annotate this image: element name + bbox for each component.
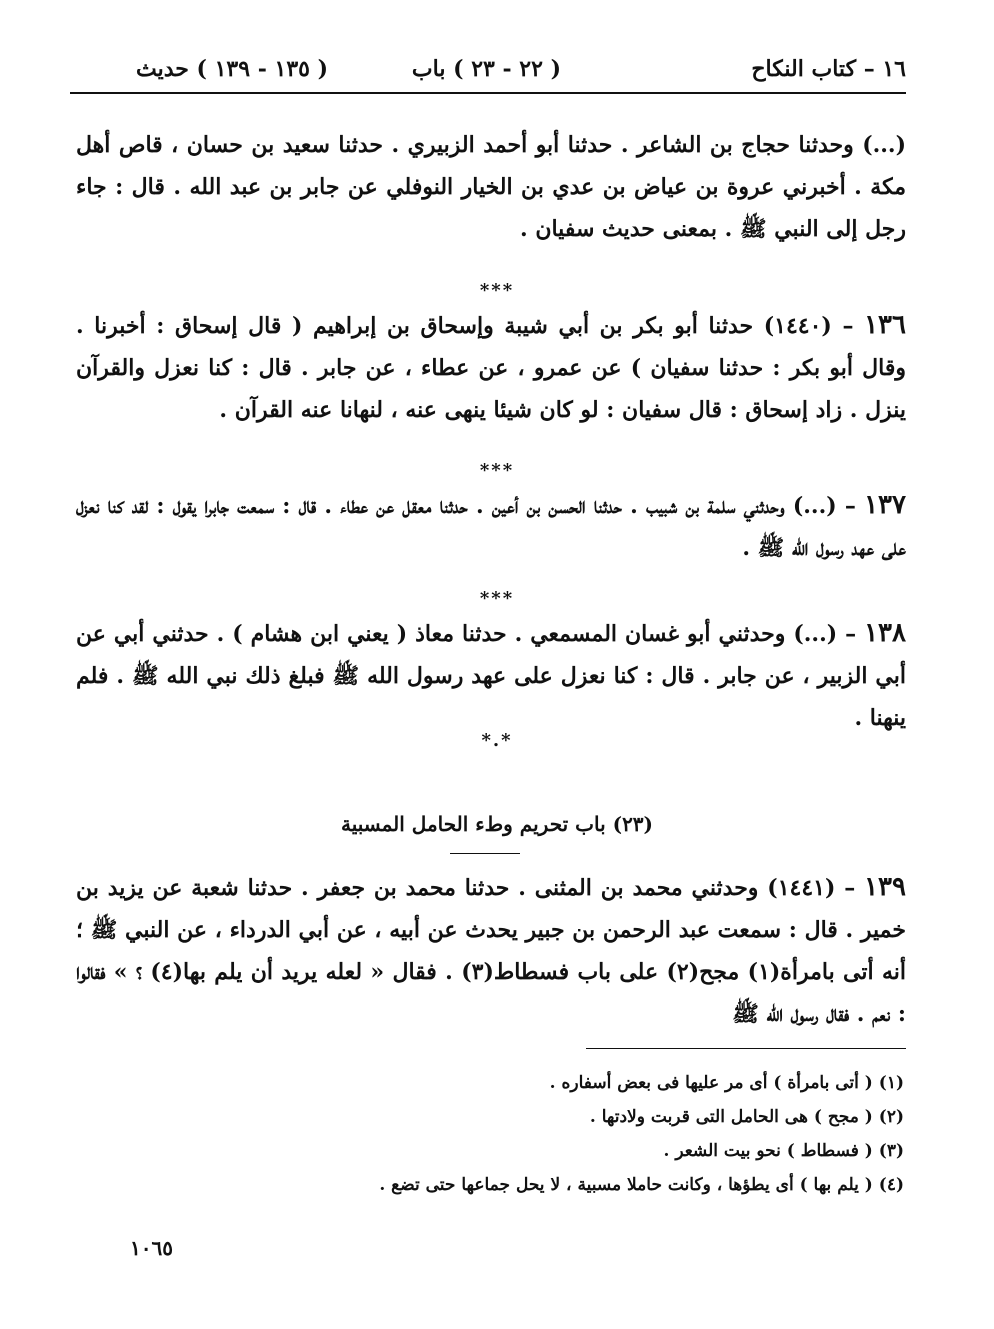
footnote-item: (٢) ( مجح ) هى الحامل التى قربت ولادتها . — [589, 1107, 904, 1127]
hadith-text: – (١٤٤٠) حدثنا أبو بكر بن أبي شيبة وإسحاق بن إبراهيم ( قال إسحاق : أخبرنا . وقال أبو بكر : حدثنا سفيان ) عن عمرو ، عن عطاء ، عن جابر . قال : كنا نعزل والقرآن ينزل . زاد إسحاق : قال سفيان : لو كان شيئا ينهى عنه ، لنهانا عنه القرآن . — [76, 313, 906, 423]
hadith-number: ١٣٨ — [864, 618, 906, 648]
hadith-text: – (...) وحدثني أبو غسان المسمعي . حدثنا معاذ ( يعني ابن هشام ) . حدثني أبي عن أبي الزبير ، عن جابر . قال : كنا نعزل على عهد رسول الله ﷺ فبلغ ذلك نبي الله ﷺ . فلم ينهنا . — [76, 621, 906, 731]
chapter-heading-underline — [450, 853, 520, 854]
footnote-item: (١) ( أتى بامرأة ) أى مر عليها فى بعض أسفاره . — [549, 1073, 904, 1093]
separator-stars: *** — [479, 460, 515, 481]
hadith-range: ( ١٣٥ - ١٣٩ ) حديث — [136, 56, 329, 82]
hadith-text: (...) وحدثنا حجاج بن الشاعر . حدثنا أبو أحمد الزبيري . حدثنا سعيد بن حسان ، قاص أهل مكة . أخبرني عروة بن عياض بن عدي بن الخيار النوفلي عن جابر بن عبد الله . قال : جاء رجل إلى النبي ﷺ . بمعنى حديث سفيان . — [76, 132, 906, 242]
footnotes — [300, 1066, 904, 1202]
footnote-item: (٣) ( فسطاط ) نحو بيت الشعر . — [663, 1141, 904, 1161]
hadith-block-137 — [76, 484, 906, 569]
page-number: ١٠٦٥ — [130, 1236, 173, 1260]
hadith-number: ١٣٦ — [864, 310, 906, 340]
running-header — [74, 52, 906, 92]
hadith-number: ١٣٩ — [864, 872, 906, 902]
hadith-block-136 — [76, 304, 906, 431]
hadith-block-138 — [76, 612, 906, 739]
header-divider — [70, 92, 906, 94]
hadith-block-139 — [76, 866, 906, 1035]
section-end-ornament: *.* — [481, 730, 513, 751]
hadith-number: ١٣٧ — [864, 490, 906, 520]
book-title: ١٦ – كتاب النكاح — [751, 56, 906, 82]
separator-stars: *** — [479, 588, 515, 609]
hadith-text: – (١٤٤١) وحدثني محمد بن المثنى . حدثنا محمد بن جعفر . حدثنا شعبة عن يزيد بن خمير . قال : سمعت عبد الرحمن بن جبير يحدث عن أبيه ، عن أبي الدرداء ، عن النبي ﷺ ؛ أنه أتى بامرأة(١) مجح(٢) على باب فسطاط(٣) . فقال « لعله يريد أن يلم بها(٤) ؟ » فقالوا : نعم . فقال رسول الله ﷺ — [76, 875, 907, 1027]
hadith-block-1 — [76, 124, 906, 250]
chapter-heading: (٢٣) باب تحريم وطء الحامل المسبية — [340, 812, 654, 836]
chapter-range: ( ٢٢ - ٢٣ ) باب — [411, 56, 561, 82]
footnote-item: (٤) ( يلم بها ) أى يطؤها ، وكانت حاملا مسبية ، لا يحل جماعها حتى تضع . — [379, 1175, 904, 1195]
separator-stars: *** — [479, 280, 515, 301]
footnote-divider — [586, 1048, 906, 1049]
hadith-text: – (...) وحدثني سلمة بن شبيب . حدثنا الحسن بن أعين . حدثنا معقل عن عطاء . قال : سمعت جابرا يقول : لقد كنا نعزل على عهد رسول الله ﷺ . — [76, 493, 906, 561]
